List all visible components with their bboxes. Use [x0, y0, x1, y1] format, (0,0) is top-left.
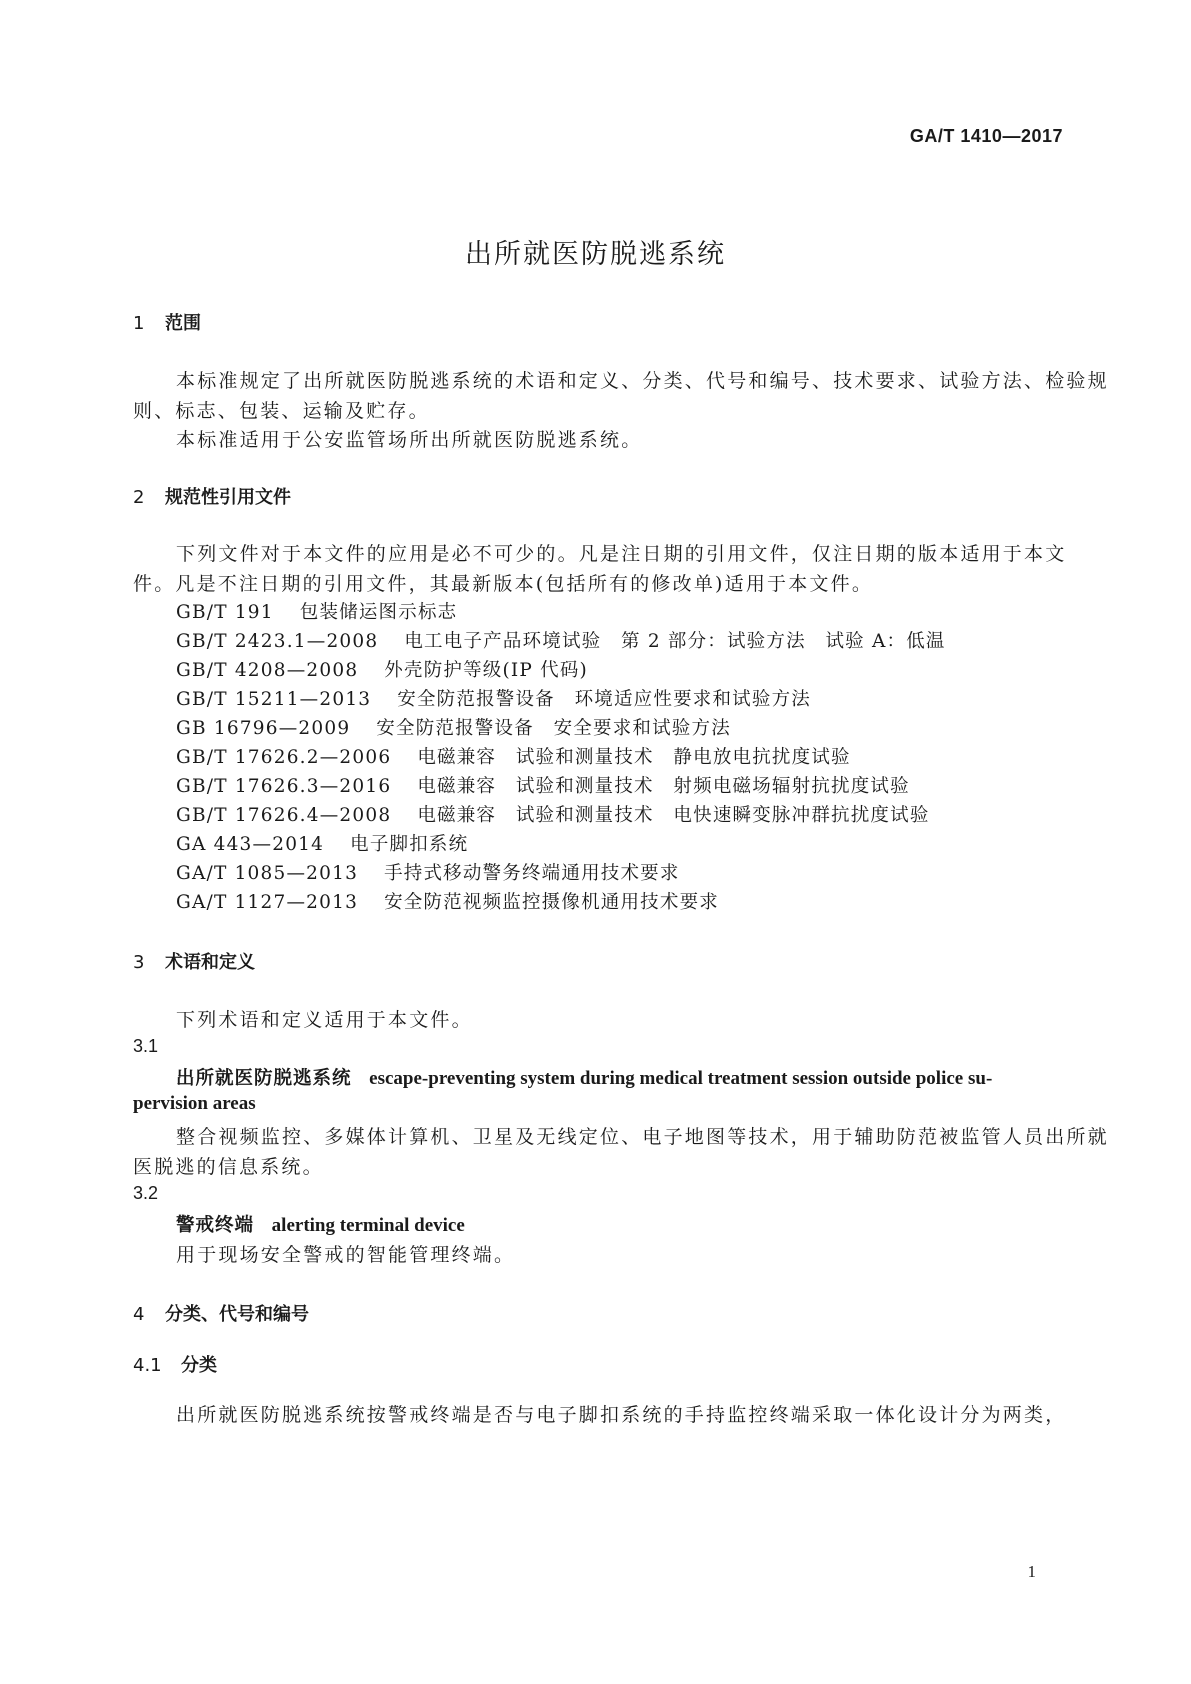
term-number: 3.1	[133, 1036, 159, 1056]
paragraph-line: 件。凡是不注日期的引用文件，其最新版本(包括所有的修改单)适用于本文件。	[133, 573, 874, 595]
section-title: 范围	[165, 313, 201, 334]
section-title: 分类、代号和编号	[165, 1304, 309, 1325]
paragraph-line: 本标准适用于公安监管场所出所就医防脱逃系统。	[176, 429, 643, 451]
section-number: 4	[133, 1304, 145, 1325]
reference-code: GA 443—2014	[176, 834, 325, 855]
section-3-heading	[133, 948, 255, 974]
reference-item	[176, 685, 811, 711]
subsection-title: 分类	[181, 1355, 217, 1376]
reference-item	[176, 830, 468, 856]
reference-title: 包装储运图示标志	[299, 602, 458, 623]
reference-code: GB/T 17626.3—2016	[176, 776, 392, 797]
term-en: escape-preventing system during medical treatment session outside police su-	[369, 1068, 993, 1089]
reference-title: 电磁兼容 试验和测量技术 静电放电抗扰度试验	[417, 747, 851, 768]
page-number: 1	[1027, 1562, 1036, 1581]
reference-code: GA/T 1085—2013	[176, 863, 359, 884]
term-entry	[176, 1211, 465, 1237]
reference-title: 电子脚扣系统	[350, 834, 469, 855]
reference-item	[176, 714, 731, 740]
term-en: alerting terminal device	[271, 1215, 465, 1236]
reference-item	[176, 772, 910, 798]
paragraph-line: 下列术语和定义适用于本文件。	[176, 1009, 473, 1031]
term-zh: 出所就医防脱逃系统	[176, 1068, 352, 1089]
reference-code: GA/T 1127—2013	[176, 892, 359, 913]
term-en-continued: pervision areas	[133, 1093, 256, 1114]
reference-title: 电磁兼容 试验和测量技术 射频电磁场辐射抗扰度试验	[417, 776, 910, 797]
subsection-number: 4.1	[133, 1355, 162, 1376]
reference-code: GB/T 4208—2008	[176, 660, 359, 681]
paragraph-line: 则、标志、包装、运输及贮存。	[133, 400, 430, 422]
section-1-heading	[133, 309, 201, 335]
term-zh: 警戒终端	[176, 1215, 255, 1236]
reference-item	[176, 598, 457, 624]
reference-title: 电磁兼容 试验和测量技术 电快速瞬变脉冲群抗扰度试验	[417, 805, 930, 826]
standard-code: GA/T 1410—2017	[909, 126, 1063, 146]
paragraph-line: 本标准规定了出所就医防脱逃系统的术语和定义、分类、代号和编号、技术要求、试验方法、检验规	[176, 370, 1109, 392]
term-entry	[176, 1064, 992, 1090]
term-definition-line: 整合视频监控、多媒体计算机、卫星及无线定位、电子地图等技术，用于辅助防范被监管人员出所就	[176, 1126, 1109, 1148]
paragraph-line: 下列文件对于本文件的应用是必不可少的。凡是注日期的引用文件，仅注日期的版本适用于本文	[176, 543, 1067, 565]
reference-code: GB/T 191	[176, 602, 274, 623]
reference-item	[176, 859, 680, 885]
term-definition-line: 用于现场安全警戒的智能管理终端。	[176, 1244, 516, 1266]
reference-title: 外壳防护等级(IP 代码)	[384, 660, 588, 681]
reference-code: GB/T 15211—2013	[176, 689, 372, 710]
term-definition-line: 医脱逃的信息系统。	[133, 1156, 324, 1178]
reference-code: GB/T 2423.1—2008	[176, 631, 379, 652]
document-title: 出所就医防脱逃系统	[465, 239, 726, 270]
section-title: 术语和定义	[165, 952, 255, 973]
reference-item	[176, 801, 930, 827]
section-number: 2	[133, 487, 145, 508]
reference-code: GB 16796—2009	[176, 718, 351, 739]
reference-item	[176, 888, 719, 914]
term-number: 3.2	[133, 1183, 159, 1203]
reference-item	[176, 743, 851, 769]
reference-title: 安全防范视频监控摄像机通用技术要求	[384, 892, 719, 913]
paragraph-line: 出所就医防脱逃系统按警戒终端是否与电子脚扣系统的手持监控终端采取一体化设计分为两类，	[176, 1404, 1067, 1426]
section-number: 1	[133, 313, 145, 334]
section-2-heading	[133, 483, 291, 509]
reference-code: GB/T 17626.4—2008	[176, 805, 392, 826]
section-number: 3	[133, 952, 145, 973]
reference-title: 安全防范报警设备 安全要求和试验方法	[376, 718, 731, 739]
reference-item	[176, 656, 588, 682]
reference-code: GB/T 17626.2—2006	[176, 747, 392, 768]
section-4-heading	[133, 1300, 309, 1326]
reference-title: 手持式移动警务终端通用技术要求	[384, 863, 680, 884]
reference-title: 电工电子产品环境试验 第 2 部分：试验方法 试验 A：低温	[404, 631, 946, 652]
reference-title: 安全防范报警设备 环境适应性要求和试验方法	[397, 689, 811, 710]
section-title: 规范性引用文件	[165, 487, 291, 508]
reference-item	[176, 627, 946, 653]
subsection-4-1-heading	[133, 1351, 217, 1377]
